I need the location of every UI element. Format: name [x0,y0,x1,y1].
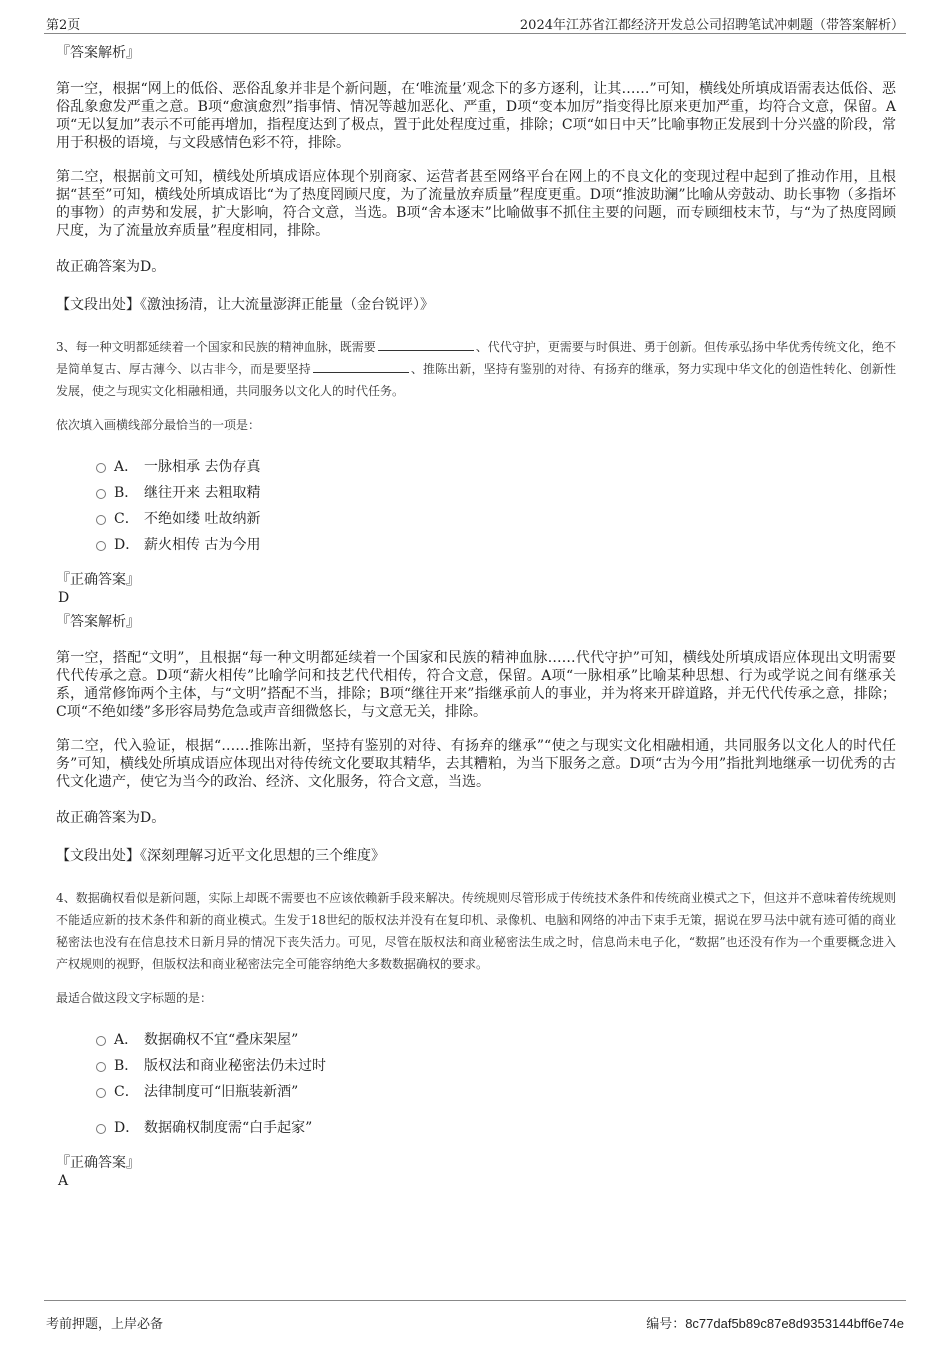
option-text: 数据确权不宜“叠床架屋” [144,1032,299,1048]
q3-blank-2 [313,361,409,373]
option-text: 数据确权制度需“白手起家” [144,1120,313,1136]
q3-option-a[interactable] [96,453,896,479]
q3-option-c[interactable] [96,505,896,531]
page-number: 第2页 [46,18,81,33]
q3-blank-1 [378,339,474,351]
radio-icon[interactable] [96,489,106,499]
document-title: 2024年江苏省江都经济开发总公司招聘笔试冲刺题（带答案解析） [519,18,904,33]
radio-icon[interactable] [96,1088,106,1098]
q3-stem-part-1: 3、每一种文明都延续着一个国家和民族的精神血脉，既需要 [56,340,376,354]
q2-analysis-label: 『答案解析』 [56,45,140,61]
q3-option-d[interactable] [96,531,896,557]
q3-answer: D [58,590,70,606]
q3-options [96,453,896,557]
document-code: 编号：8c77daf5b89c87e8d9353144bff6e74e [646,1316,904,1331]
option-text: 法律制度可“旧瓶装新酒” [144,1084,299,1100]
q3-stem [56,336,896,402]
q4-stem: 4、数据确权看似是新问题，实际上却既不需要也不应该依赖新手段来解决。传统规则尽管形成于传统技术条件和传统商业模式之下，但这并不意味着传统规则不能适应新的技术条件和新的商业模式。生发于18世纪的版权法并没有在复印机、录像机、电脑和网络的冲击下束手无策，据说在罗马法中就有迹可循的商业秘密法也没有在信息技术日新月异的情况下丧失活力。可见，尽管在版权法和商业秘密法生成之时，信息尚未电子化，“数据”也还没有作为一个重要概念进入产权规则的视野，但版权法和商业秘密法完全可能容纳绝大多数数据确权的要求。 [56,891,896,971]
page-header [44,12,906,34]
option-letter: B． [114,1058,139,1074]
footer-slogan: 考前押题，上岸必备 [46,1317,164,1332]
q3-final-answer: 故正确答案为D。 [56,810,166,826]
q2-final-answer: 故正确答案为D。 [56,259,166,275]
q4-prompt: 最适合做这段文字标题的是： [56,991,213,1005]
radio-icon[interactable] [96,1062,106,1072]
q4-option-d[interactable] [96,1114,896,1140]
option-letter: A． [114,459,139,475]
q4-option-a[interactable] [96,1026,896,1052]
option-letter: D． [114,1120,140,1136]
q3-answer-label: 『正确答案』 [56,572,140,588]
q2-analysis-para-1: 第一空，根据“网上的低俗、恶俗乱象并非是个新问题，在‘唯流量’观念下的多方逐利，让其……”可知，横线处所填成语需表达低俗、恶俗乱象愈发严重之意。B项“愈演愈烈”指事情、情况等越加恶化、严重，D项“变本加厉”指变得比原来更加严重，均符合文意，保留。A项“无以复加”表示不可能再增加，指程度达到了极点，置于此处程度过重，排除；C项“如日中天”比喻事物正发展到十分兴盛的阶段，常用于积极的语境，与文段感情色彩不符，排除。 [56,81,896,151]
q3-stem-part-3: 、推陈出新，坚持有鉴别的对待、有扬弃的继承，努力实现中华文化的创造性转化、创新性发展，使之与现实文化相融相通，共同服务以文化人的时代任务。 [56,362,896,398]
q3-option-b[interactable] [96,479,896,505]
option-text: 不绝如缕 吐故纳新 [144,511,261,527]
q2-analysis-para-2: 第二空，根据前文可知，横线处所填成语应体现个别商家、运营者甚至网络平台在网上的不良文化的变现过程中起到了推动作用，且根据“甚至”可知，横线处所填成语比“为了热度罔顾尺度，为了流量放弃质量”程度更重。D项“推波助澜”比喻从旁鼓动、助长事物（多指坏的事物）的声势和发展，扩大影响，符合文意，当选。B项“舍本逐末”比喻做事不抓住主要的问题，而专顾细枝末节，与“为了热度罔顾尺度，为了流量放弃质量”程度相同，排除。 [56,169,896,239]
option-text: 薪火相传 古为今用 [144,537,261,553]
q2-source: 【文段出处】《激浊扬清，让大流量澎湃正能量（金台锐评）》 [56,297,434,313]
radio-icon[interactable] [96,463,106,473]
option-text: 继往开来 去粗取精 [144,485,261,501]
q3-analysis-para-2: 第二空，代入验证，根据“……推陈出新，坚持有鉴别的对待、有扬弃的继承”“使之与现实文化相融相通，共同服务以文化人的时代任务”可知，横线处所填成语应体现出对待传统文化要取其精华，去其糟粕，为当下服务之意。D项“古为今用”指批判地继承一切优秀的古代文化遗产，使它为当今的政治、经济、文化服务，符合文意，当选。 [56,738,896,790]
q4-options [96,1026,896,1140]
option-letter: B． [114,485,139,501]
q3-analysis-para-1: 第一空，搭配“文明”，且根据“每一种文明都延续着一个国家和民族的精神血脉……代代守护”可知，横线处所填成语应体现出文明需要代代传承之意。D项“薪火相传”比喻学问和技艺代代相传，符合文意，保留。A项“一脉相承”比喻某种思想、行为或学说之间有继承关系，通常修饰两个主体，与“文明”搭配不当，排除；B项“继往开来”指继承前人的事业，并为将来开辟道路，并无代代传承之意，排除；C项“不绝如缕”多形容局势危急或声音细微悠长，与文意无关，排除。 [56,650,896,720]
radio-icon[interactable] [96,515,106,525]
radio-icon[interactable] [96,1036,106,1046]
option-letter: C． [114,511,139,527]
option-text: 一脉相承 去伪存真 [144,459,261,475]
radio-icon[interactable] [96,1124,106,1134]
q3-source: 【文段出处】《深刻理解习近平文化思想的三个维度》 [56,848,385,864]
document-body [56,42,896,1194]
q4-option-c[interactable] [96,1078,896,1104]
option-text: 版权法和商业秘密法仍未过时 [144,1058,326,1074]
q3-prompt: 依次填入画横线部分最恰当的一项是： [56,418,261,432]
option-letter: C． [114,1084,139,1100]
q4-answer: A [58,1173,69,1189]
option-letter: A． [114,1032,139,1048]
radio-icon[interactable] [96,541,106,551]
q3-analysis-label: 『答案解析』 [56,614,140,630]
q3-stem-part-2: 、代代守护，更需要与时俱进、勇于创新。但传承弘扬中华优秀传统文化，绝不是简单复古、厚古薄今、以古非今，而是要坚持 [56,340,896,376]
option-letter: D． [114,537,140,553]
page-footer [44,1300,906,1332]
q4-answer-label: 『正确答案』 [56,1155,140,1171]
q4-option-b[interactable] [96,1052,896,1078]
